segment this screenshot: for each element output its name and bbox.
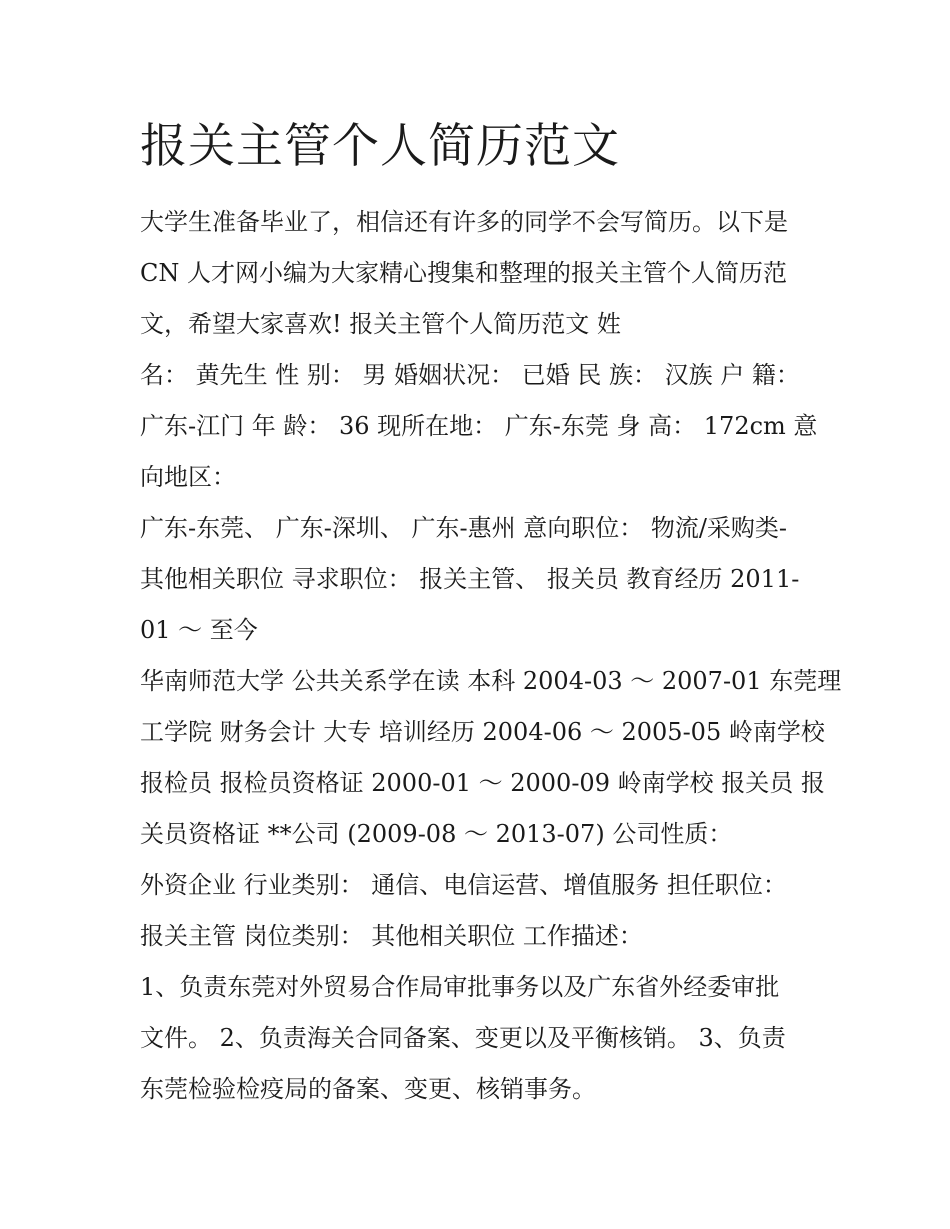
text-line: CN 人才网小编为大家精心搜集和整理的报关主管个人简历范: [140, 259, 787, 287]
text-line: 报检员 报检员资格证 2000-01 ～ 2000-09 岭南学校 报关员 报: [140, 769, 825, 797]
text-line: 文件。 2、负责海关合同备案、变更以及平衡核销。 3、负责: [140, 1024, 786, 1052]
text-line: 名： 黄先生 性 别： 男 婚姻状况： 已婚 民 族： 汉族 户 籍：: [140, 361, 800, 389]
text-line: 大学生准备毕业了，相信还有许多的同学不会写简历。以下是: [140, 208, 788, 236]
text-line: 文，希望大家喜欢! 报关主管个人简历范文 姓: [140, 310, 621, 338]
text-line: 关员资格证 **公司 (2009-08 ～ 2013-07) 公司性质：: [140, 820, 733, 848]
text-line: 东莞检验检疫局的备案、变更、核销事务。: [140, 1075, 596, 1103]
text-line: 向地区：: [140, 463, 236, 491]
text-line: 广东-东莞、 广东-深圳、 广东-惠州 意向职位： 物流/采购类-: [140, 514, 788, 542]
text-line: 其他相关职位 寻求职位： 报关主管、 报关员 教育经历 2011-: [140, 565, 800, 593]
text-line: 外资企业 行业类别： 通信、电信运营、增值服务 担任职位：: [140, 871, 787, 899]
text-line: 01 ～ 至今: [140, 616, 258, 644]
page-title: 报关主管个人简历范文: [140, 119, 620, 174]
document-body: [140, 197, 842, 1115]
text-line: 广东-江门 年 龄： 36 现所在地： 广东-东莞 身 高： 172cm 意: [140, 412, 818, 440]
text-line: 工学院 财务会计 大专 培训经历 2004-06 ～ 2005-05 岭南学校: [140, 718, 825, 746]
text-line: 1、负责东莞对外贸易合作局审批事务以及广东省外经委审批: [140, 973, 780, 1001]
text-line: 报关主管 岗位类别： 其他相关职位 工作描述：: [140, 922, 643, 950]
text-line: 华南师范大学 公共关系学在读 本科 2004-03 ～ 2007-01 东莞理: [140, 667, 842, 695]
